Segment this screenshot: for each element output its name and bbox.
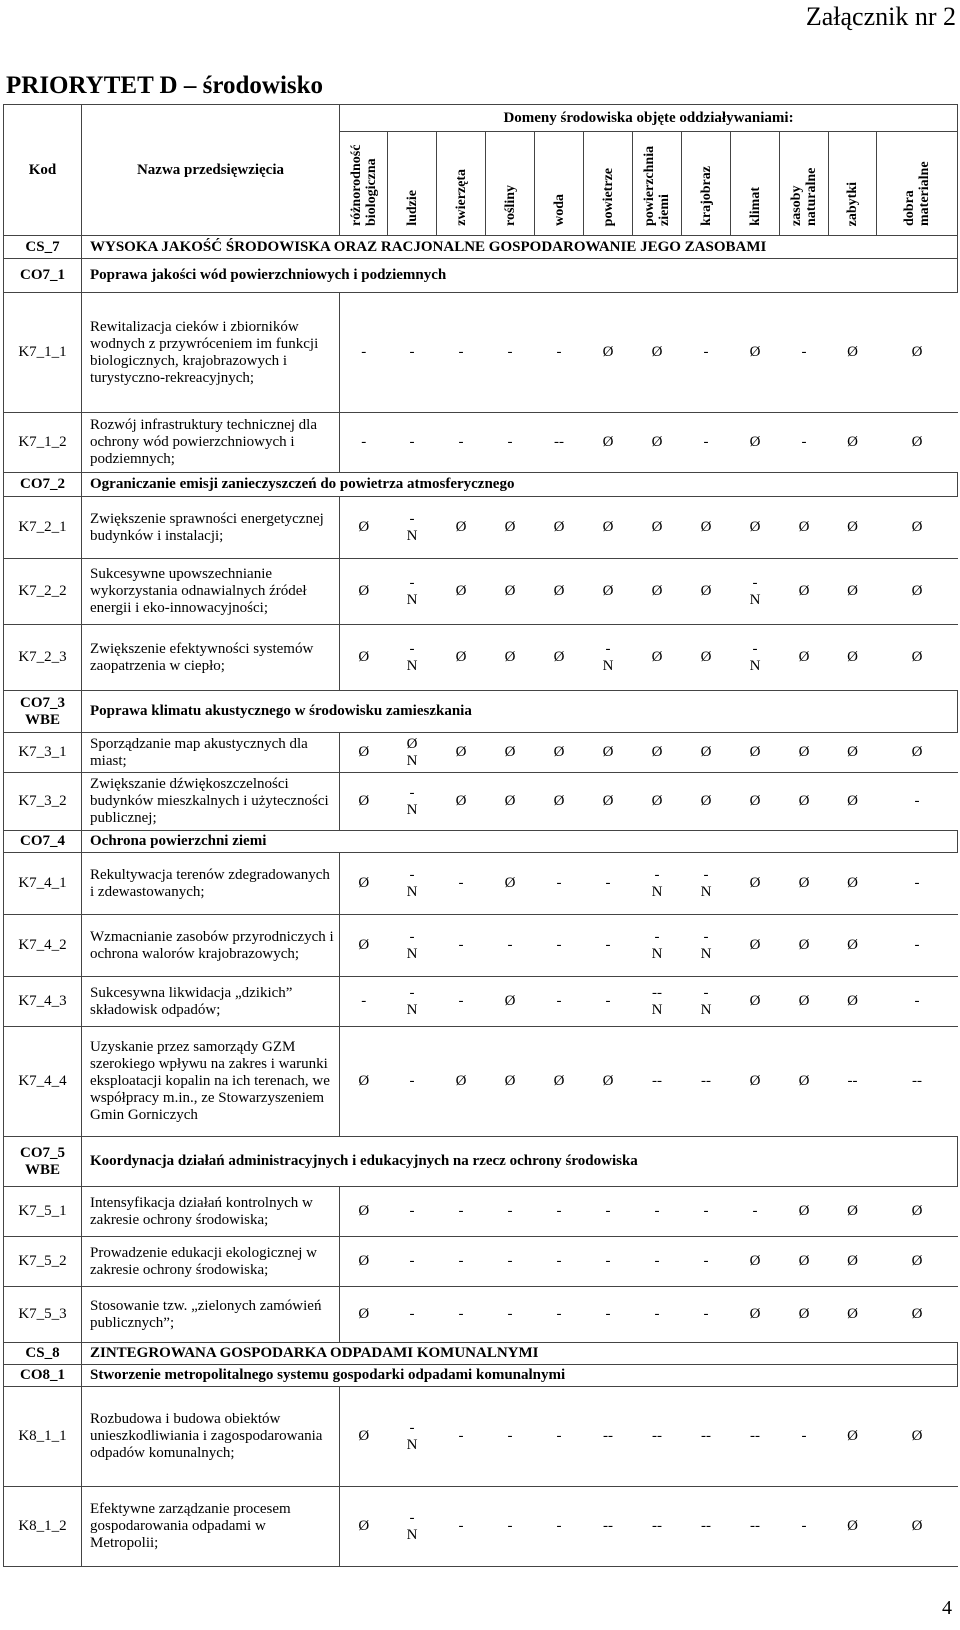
impact-cell: - [437, 1287, 486, 1343]
impact-cell: -- [633, 1027, 682, 1137]
impact-cell: Ø [437, 559, 486, 625]
impact-cell: - [437, 977, 486, 1027]
impact-cell: Ø [829, 1237, 877, 1287]
impact-cell: - [584, 1237, 633, 1287]
impact-cell: - [535, 1237, 584, 1287]
impact-cell: Ø [340, 773, 388, 831]
row-code: K7_5_1 [4, 1187, 82, 1237]
table-row [4, 1387, 958, 1487]
row-code: CO7_4 [4, 831, 82, 853]
impact-cell: Ø [829, 1187, 877, 1237]
project-name: Efektywne zarządzanie procesem gospodarowania odpadami w Metropolii; [82, 1487, 340, 1567]
section-title: Ochrona powierzchni ziemi [82, 831, 958, 853]
impact-cell: Ø [780, 733, 829, 773]
impact-cell: - N [388, 559, 437, 625]
impact-cell: Ø [829, 773, 877, 831]
impact-cell: Ø [340, 1187, 388, 1237]
impact-cell: Ø [584, 733, 633, 773]
impact-cell: - [340, 977, 388, 1027]
project-name: Wzmacnianie zasobów przyrodniczych i ochrona walorów krajobrazowych; [82, 915, 340, 977]
impact-cell: - [535, 1487, 584, 1567]
table-row [4, 293, 958, 413]
impact-cell: - [486, 293, 535, 413]
impact-cell: - [780, 1387, 829, 1487]
impact-cell: - N [731, 625, 780, 691]
project-name: Intensyfikacja działań kontrolnych w zakresie ochrony środowiska; [82, 1187, 340, 1237]
impact-cell: Ø [584, 293, 633, 413]
impact-cell: Ø [486, 625, 535, 691]
impact-cell: Ø [780, 1027, 829, 1137]
impact-cell: - [584, 915, 633, 977]
impact-cell: Ø [731, 733, 780, 773]
impact-cell: Ø [682, 773, 731, 831]
impact-cell: - N [388, 497, 437, 559]
row-code: K7_2_2 [4, 559, 82, 625]
header-domain [633, 132, 682, 236]
impact-cell: Ø [731, 853, 780, 915]
impact-cell: Ø [829, 625, 877, 691]
priority-table [3, 104, 958, 1567]
impact-cell: Ø [633, 625, 682, 691]
row-code: K8_1_1 [4, 1387, 82, 1487]
impact-cell: Ø [340, 1237, 388, 1287]
impact-cell: Ø [877, 1187, 958, 1237]
impact-cell: - [682, 293, 731, 413]
impact-cell: - [535, 293, 584, 413]
impact-cell: - [437, 1487, 486, 1567]
impact-cell: Ø [340, 1387, 388, 1487]
row-code: K7_4_3 [4, 977, 82, 1027]
impact-cell: Ø [829, 915, 877, 977]
row-code: CS_8 [4, 1343, 82, 1365]
row-code: CO7_3 WBE [4, 691, 82, 733]
impact-cell: Ø [829, 733, 877, 773]
impact-cell: - [437, 1187, 486, 1237]
domain-label: woda [551, 194, 567, 226]
row-code: K7_5_2 [4, 1237, 82, 1287]
impact-cell: - N [682, 977, 731, 1027]
impact-cell: - [877, 773, 958, 831]
impact-cell: Ø [780, 559, 829, 625]
project-name: Zwiększenie efektywności systemów zaopatrzenia w ciepło; [82, 625, 340, 691]
impact-cell: -- [584, 1487, 633, 1567]
impact-cell: Ø N [388, 733, 437, 773]
impact-cell: Ø [780, 773, 829, 831]
impact-cell: - [486, 1187, 535, 1237]
domain-label: powierzchnia ziemi [642, 145, 672, 226]
impact-cell: Ø [829, 497, 877, 559]
impact-cell: - [584, 977, 633, 1027]
impact-cell: Ø [877, 497, 958, 559]
header-domain [829, 132, 877, 236]
impact-cell: Ø [486, 733, 535, 773]
row-code: K7_5_3 [4, 1287, 82, 1343]
impact-cell: Ø [633, 773, 682, 831]
impact-cell: - [388, 413, 437, 473]
section-title: Stworzenie metropolitalnego systemu gospodarki odpadami komunalnymi [82, 1365, 958, 1387]
impact-cell: - [584, 1287, 633, 1343]
impact-cell: Ø [877, 1487, 958, 1567]
table-row [4, 1027, 958, 1137]
impact-cell: Ø [437, 733, 486, 773]
section-title: WYSOKA JAKOŚĆ ŚRODOWISKA ORAZ RACJONALNE GOSPODAROWANIE JEGO ZASOBAMI [82, 236, 958, 259]
impact-cell: - [486, 915, 535, 977]
impact-cell: Ø [780, 1237, 829, 1287]
project-name: Sukcesywna likwidacja „dzikich” składowisk odpadów; [82, 977, 340, 1027]
domain-label: zasoby naturalne [789, 167, 819, 226]
impact-cell: Ø [535, 625, 584, 691]
impact-cell: - N [633, 915, 682, 977]
impact-cell: Ø [731, 1287, 780, 1343]
header-domains-title: Domeny środowiska objęte oddziaływaniami: [340, 105, 958, 132]
impact-cell: Ø [486, 853, 535, 915]
impact-cell: Ø [340, 915, 388, 977]
impact-cell: Ø [877, 625, 958, 691]
impact-cell: Ø [633, 293, 682, 413]
impact-cell: Ø [731, 413, 780, 473]
row-code: CO7_1 [4, 259, 82, 293]
impact-cell: Ø [584, 413, 633, 473]
impact-cell: Ø [877, 559, 958, 625]
impact-cell: Ø [340, 853, 388, 915]
impact-cell: Ø [877, 293, 958, 413]
impact-cell: - [682, 1287, 731, 1343]
row-code: K8_1_2 [4, 1487, 82, 1567]
row-code: K7_3_2 [4, 773, 82, 831]
impact-cell: Ø [877, 1387, 958, 1487]
header-domain [682, 132, 731, 236]
impact-cell: - [340, 293, 388, 413]
impact-cell: Ø [633, 497, 682, 559]
impact-cell: Ø [437, 625, 486, 691]
impact-cell: - [437, 1237, 486, 1287]
impact-cell: Ø [780, 977, 829, 1027]
project-name: Sporządzanie map akustycznych dla miast; [82, 733, 340, 773]
impact-cell: Ø [877, 733, 958, 773]
impact-cell: Ø [780, 625, 829, 691]
impact-cell: - [535, 977, 584, 1027]
project-name: Sukcesywne upowszechnianie wykorzystania odnawialnych źródeł energii i eko-innowacyjności; [82, 559, 340, 625]
impact-cell: Ø [340, 625, 388, 691]
impact-cell: Ø [486, 497, 535, 559]
impact-cell: - N [388, 1487, 437, 1567]
impact-cell: Ø [535, 497, 584, 559]
impact-cell: - [780, 413, 829, 473]
impact-cell: Ø [340, 497, 388, 559]
impact-cell: Ø [584, 1027, 633, 1137]
row-code: CO7_2 [4, 473, 82, 497]
section-row [4, 831, 958, 853]
table-row [4, 853, 958, 915]
impact-cell: - N [584, 625, 633, 691]
impact-cell: - [388, 1027, 437, 1137]
impact-cell: -- [535, 413, 584, 473]
impact-cell: - N [388, 853, 437, 915]
impact-cell: - [388, 1237, 437, 1287]
impact-cell: Ø [780, 853, 829, 915]
impact-cell: Ø [731, 915, 780, 977]
impact-cell: - [682, 413, 731, 473]
domain-label: zabytki [845, 181, 860, 226]
impact-cell: - N [388, 915, 437, 977]
table-row [4, 1287, 958, 1343]
impact-cell: - [780, 1487, 829, 1567]
header-domain [437, 132, 486, 236]
impact-cell: Ø [437, 773, 486, 831]
impact-cell: - N [633, 853, 682, 915]
header-domain [388, 132, 437, 236]
impact-cell: - [486, 1487, 535, 1567]
project-name: Zwiększenie sprawności energetycznej budynków i instalacji; [82, 497, 340, 559]
impact-cell: - [535, 915, 584, 977]
impact-cell: Ø [486, 1027, 535, 1137]
header-nazwa: Nazwa przedsięwzięcia [82, 105, 340, 236]
impact-cell: - [584, 1187, 633, 1237]
impact-cell: Ø [584, 773, 633, 831]
table-row [4, 1237, 958, 1287]
impact-cell: Ø [486, 559, 535, 625]
impact-cell: - N [682, 915, 731, 977]
impact-cell: - [388, 1287, 437, 1343]
impact-cell: Ø [829, 293, 877, 413]
section-row [4, 1365, 958, 1387]
header-domain [584, 132, 633, 236]
row-code: K7_3_1 [4, 733, 82, 773]
impact-cell: - N [388, 1387, 437, 1487]
impact-cell: -- N [633, 977, 682, 1027]
header-domain [731, 132, 780, 236]
impact-cell: - [584, 853, 633, 915]
project-name: Stosowanie tzw. „zielonych zamówień publicznych”; [82, 1287, 340, 1343]
section-row [4, 1343, 958, 1365]
impact-cell: - [780, 293, 829, 413]
impact-cell: Ø [340, 1027, 388, 1137]
impact-cell: -- [877, 1027, 958, 1137]
section-row [4, 259, 958, 293]
project-name: Rewitalizacja cieków i zbiorników wodnych z przywróceniem im funkcji biologicznych, krajobrazowych i turystyczno-rekreacyjnych; [82, 293, 340, 413]
impact-cell: Ø [780, 1187, 829, 1237]
impact-cell: Ø [877, 413, 958, 473]
impact-cell: Ø [340, 1287, 388, 1343]
impact-cell: - N [388, 625, 437, 691]
impact-cell: Ø [780, 497, 829, 559]
impact-cell: Ø [829, 1287, 877, 1343]
domain-label: ludzie [404, 190, 420, 226]
page-number: 4 [942, 1597, 952, 1619]
section-row [4, 473, 958, 497]
impact-cell: - [486, 413, 535, 473]
row-code: CS_7 [4, 236, 82, 259]
project-name: Uzyskanie przez samorządy GZM szerokiego wpływu na zakres i warunki eksploatacji kopalin na ich terenach, we współpracy m.in., ze Stowarzyszeniem Gmin Gorniczych [82, 1027, 340, 1137]
impact-cell: - [437, 915, 486, 977]
impact-cell: - [437, 853, 486, 915]
impact-cell: Ø [829, 853, 877, 915]
impact-cell: Ø [682, 559, 731, 625]
project-name: Rozbudowa i budowa obiektów unieszkodliwiania i zagospodarowania odpadów komunalnych; [82, 1387, 340, 1487]
impact-cell: - N [682, 853, 731, 915]
domain-label: różnorodność biologiczna [348, 144, 379, 226]
impact-cell: Ø [340, 733, 388, 773]
impact-cell: - [633, 1237, 682, 1287]
impact-cell: - [486, 1387, 535, 1487]
section-title: Ograniczanie emisji zanieczyszczeń do powietrza atmosferycznego [82, 473, 958, 497]
impact-cell: - [486, 1237, 535, 1287]
impact-cell: - [388, 1187, 437, 1237]
impact-cell: Ø [437, 1027, 486, 1137]
impact-cell: Ø [535, 559, 584, 625]
impact-cell: Ø [780, 1287, 829, 1343]
table-row [4, 1487, 958, 1567]
table-row [4, 413, 958, 473]
section-row [4, 691, 958, 733]
impact-cell: - [682, 1187, 731, 1237]
impact-cell: - [340, 413, 388, 473]
impact-cell: Ø [584, 497, 633, 559]
impact-cell: -- [682, 1027, 731, 1137]
impact-cell: - [437, 1387, 486, 1487]
section-title: Koordynacja działań administracyjnych i edukacyjnych na rzecz ochrony środowiska [82, 1137, 958, 1187]
impact-cell: - [877, 853, 958, 915]
impact-cell: Ø [535, 733, 584, 773]
table-row [4, 497, 958, 559]
row-code: CO7_5 WBE [4, 1137, 82, 1187]
impact-cell: - [437, 413, 486, 473]
impact-cell: - [633, 1287, 682, 1343]
domain-label: krajobraz [698, 166, 714, 226]
impact-cell: - [877, 915, 958, 977]
header-domain [535, 132, 584, 236]
impact-cell: Ø [877, 1287, 958, 1343]
project-name: Rekultywacja terenów zdegradowanych i zdewastowanych; [82, 853, 340, 915]
table-row [4, 977, 958, 1027]
impact-cell: Ø [486, 773, 535, 831]
row-code: CO8_1 [4, 1365, 82, 1387]
impact-cell: Ø [829, 977, 877, 1027]
table-row [4, 733, 958, 773]
section-row [4, 236, 958, 259]
impact-cell: - [388, 293, 437, 413]
impact-cell: Ø [829, 1387, 877, 1487]
row-code: K7_4_4 [4, 1027, 82, 1137]
table-row [4, 559, 958, 625]
row-code: K7_4_1 [4, 853, 82, 915]
impact-cell: Ø [535, 773, 584, 831]
impact-cell: Ø [633, 733, 682, 773]
project-name: Zwiększanie dźwiękoszczelności budynków mieszkalnych i użyteczności publicznej; [82, 773, 340, 831]
impact-cell: Ø [682, 497, 731, 559]
impact-cell: Ø [682, 733, 731, 773]
row-code: K7_2_1 [4, 497, 82, 559]
table-row [4, 625, 958, 691]
attachment-label: Załącznik nr 2 [805, 2, 956, 31]
impact-cell: Ø [829, 413, 877, 473]
impact-cell: - [437, 293, 486, 413]
impact-cell: -- [682, 1387, 731, 1487]
header-domain [486, 132, 535, 236]
impact-cell: -- [584, 1387, 633, 1487]
impact-cell: -- [731, 1387, 780, 1487]
row-code: K7_1_2 [4, 413, 82, 473]
impact-cell: - [877, 977, 958, 1027]
header-kod: Kod [4, 105, 82, 236]
domain-label: zwierzęta [453, 169, 469, 226]
section-title: ZINTEGROWANA GOSPODARKA ODPADAMI KOMUNALNYMI [82, 1343, 958, 1365]
section-title: Poprawa jakości wód powierzchniowych i podziemnych [82, 259, 958, 293]
section-row [4, 1137, 958, 1187]
domain-label: rośliny [502, 185, 518, 226]
impact-cell: - [731, 1187, 780, 1237]
impact-cell: Ø [731, 1027, 780, 1137]
impact-cell: Ø [877, 1237, 958, 1287]
impact-cell: Ø [340, 559, 388, 625]
page-title: PRIORYTET D – środowisko [6, 72, 324, 99]
domain-label: klimat [747, 187, 763, 226]
impact-cell: Ø [731, 497, 780, 559]
impact-cell: Ø [535, 1027, 584, 1137]
impact-cell: - N [388, 977, 437, 1027]
table-row [4, 773, 958, 831]
impact-cell: Ø [633, 413, 682, 473]
impact-cell: - [535, 1187, 584, 1237]
impact-cell: - [535, 1287, 584, 1343]
row-code: K7_4_2 [4, 915, 82, 977]
impact-cell: Ø [682, 625, 731, 691]
project-name: Prowadzenie edukacji ekologicznej w zakresie ochrony środowiska; [82, 1237, 340, 1287]
impact-cell: Ø [584, 559, 633, 625]
impact-cell: -- [682, 1487, 731, 1567]
section-title: Poprawa klimatu akustycznego w środowisku zamieszkania [82, 691, 958, 733]
impact-cell: Ø [633, 559, 682, 625]
impact-cell: Ø [486, 977, 535, 1027]
table-row [4, 1187, 958, 1237]
table-row [4, 915, 958, 977]
impact-cell: - [486, 1287, 535, 1343]
header-domain [340, 132, 388, 236]
impact-cell: -- [829, 1027, 877, 1137]
impact-cell: Ø [829, 559, 877, 625]
domain-label: dobra materialne [902, 161, 933, 226]
impact-cell: Ø [731, 1237, 780, 1287]
impact-cell: - N [388, 773, 437, 831]
impact-cell: - [535, 853, 584, 915]
impact-cell: Ø [731, 977, 780, 1027]
header-domain [780, 132, 829, 236]
domain-label: powietrze [600, 167, 616, 226]
impact-cell: - [633, 1187, 682, 1237]
impact-cell: Ø [437, 497, 486, 559]
impact-cell: Ø [340, 1487, 388, 1567]
impact-cell: -- [633, 1487, 682, 1567]
impact-cell: Ø [731, 773, 780, 831]
header-domain [877, 132, 958, 236]
impact-cell: -- [633, 1387, 682, 1487]
impact-cell: -- [731, 1487, 780, 1567]
project-name: Rozwój infrastruktury technicznej dla ochrony wód powierzchniowych i podziemnych; [82, 413, 340, 473]
impact-cell: Ø [780, 915, 829, 977]
row-code: K7_2_3 [4, 625, 82, 691]
impact-cell: - [535, 1387, 584, 1487]
row-code: K7_1_1 [4, 293, 82, 413]
impact-cell: - N [731, 559, 780, 625]
impact-cell: Ø [731, 293, 780, 413]
impact-cell: Ø [829, 1487, 877, 1567]
impact-cell: - [682, 1237, 731, 1287]
